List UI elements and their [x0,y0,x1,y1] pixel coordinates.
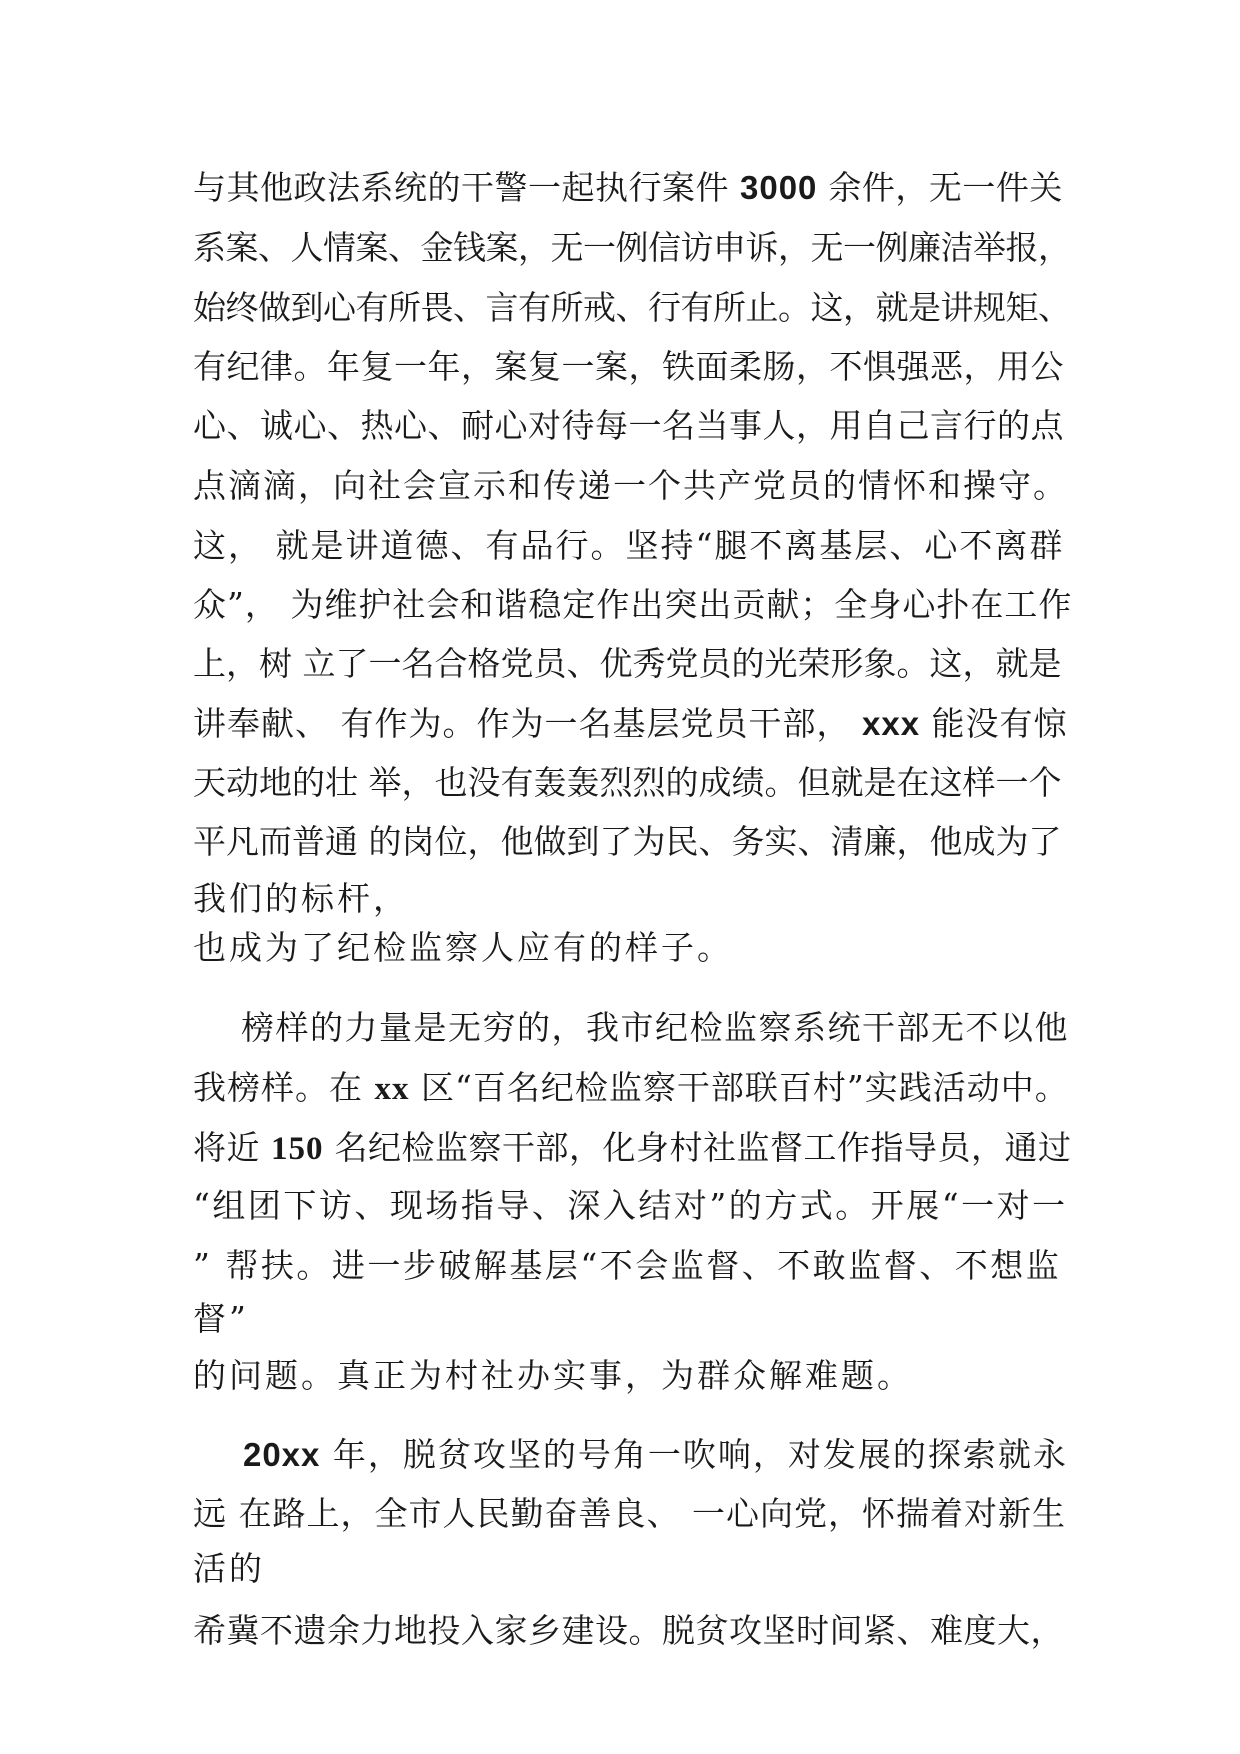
text-line: 榜样的力量是无穷的，我市纪检监察系统干部无不以他 [193,1008,1069,1047]
text-line: 督” [193,1299,249,1338]
text-line: 20xx 年，脱贫攻坚的号角一吹响，对发展的探索就永 [242,1435,1068,1474]
text-line: 也成为了纪检监察人应有的样子。 [193,928,733,967]
text-line: “组团下访、现场指导、深入结对”的方式。开展“一对一 [193,1186,1068,1225]
text-line: ” 帮扶。进一步破解基层“不会监督、不敢监督、不想监 [193,1246,1062,1285]
text-line: 希冀不遗余力地投入家乡建设。脱贫攻坚时间紧、难度大， [193,1611,1064,1650]
text-line: 活的 [193,1549,265,1588]
text-line: 点滴滴，向社会宣示和传递一个共产党员的情怀和操守。 [193,466,1068,505]
text-line: 与其他政法系统的干警一起执行案件 3000 余件，无一件关 [193,168,1063,207]
text-line: 平凡而普通 的岗位，他做到了为民、务实、清廉，他成为了 [193,822,1062,861]
text-line: 始终做到心有所畏、言有所戒、行有所止。这，就是讲规矩、 [193,288,1071,327]
text-line: 将近 150 名纪检监察干部，化身村社监督工作指导员，通过 [193,1128,1072,1167]
text-line: 这， 就是讲道德、有品行。坚持“腿不离基层、心不离群 [193,526,1065,565]
text-line: 远 在路上，全市人民勤奋善良、 一心向党，怀揣着对新生 [193,1494,1066,1533]
text-line: 的问题。真正为村社办实事，为群众解难题。 [193,1356,913,1395]
text-line: 系案、人情案、金钱案，无一例信访申诉，无一例廉洁举报， [193,228,1071,267]
text-line: 心、诚心、热心、耐心对待每一名当事人，用自己言行的点 [193,406,1064,445]
text-line: 我榜样。在 xx 区“百名纪检监察干部联百村”实践活动中。 [193,1068,1069,1107]
text-line: 天动地的壮 举，也没有轰轰烈烈的成绩。但就是在这样一个 [193,763,1062,802]
text-line: 讲奉献、 有作为。作为一名基层党员干部， xxx 能没有惊 [193,704,1068,743]
text-line: 上，树 立了一名合格党员、优秀党员的光荣形象。这，就是 [193,644,1062,683]
text-line: 有纪律。年复一年，案复一案，铁面柔肠，不惧强恶，用公 [193,347,1064,386]
text-line: 众”， 为维护社会和谐稳定作出突出贡献；全身心扑在工作 [193,585,1073,624]
text-line: 我们的标杆， [193,879,409,918]
